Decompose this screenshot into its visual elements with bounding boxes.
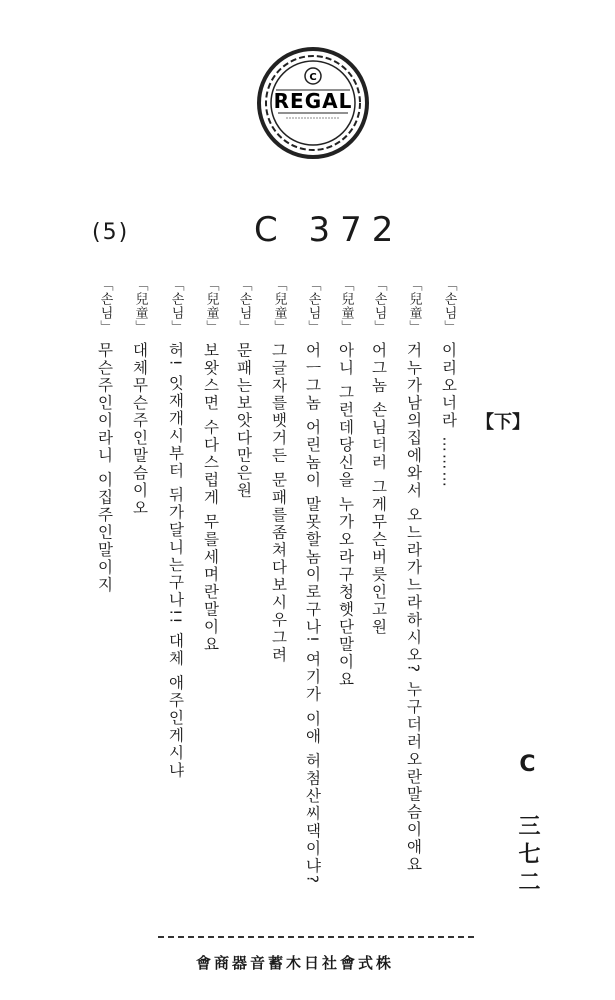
dialogue-text: 무슨주인이라니 이집주인말이지 <box>95 342 114 594</box>
footer-divider <box>158 936 474 938</box>
dialogue-line <box>96 278 112 594</box>
dialogue-text: 문패는보앗다만은원 <box>234 342 253 500</box>
company-name: 會商器音蓄木日社會式株 <box>196 954 395 972</box>
dialogue-line <box>337 278 353 688</box>
dialogue-line <box>370 278 386 636</box>
dialogue-line <box>131 278 147 517</box>
speaker-label: 「兒童」 <box>271 278 287 334</box>
dialogue-line <box>304 278 320 885</box>
speaker-label: 「兒童」 <box>132 278 148 334</box>
dialogue-text: 허! 잇재개시부터 뒤가달니는구나!! 대체 애주인게시냐 <box>166 342 185 780</box>
catalog-number: C 372 <box>254 210 404 250</box>
dialogue-text: 대체무슨주인말슴이오 <box>130 342 149 517</box>
dialogue-text: 어ㅡ그놈 어린놈이 말못할놈이로구나! 여기가 이애 허첨산씨댁이냐? <box>303 342 322 886</box>
logo-monogram: C <box>309 72 317 83</box>
dialogue-line <box>167 278 183 779</box>
side-catalog-label: C 三七二 <box>515 752 540 898</box>
dialogue-line <box>202 278 218 653</box>
speaker-label: 「손님」 <box>371 278 387 334</box>
speaker-label: 「손님」 <box>97 278 113 334</box>
regal-logo <box>256 46 370 160</box>
speaker-label: 「兒童」 <box>406 278 422 334</box>
dialogue-text: 그글자를뱃거든 문패를좀쳐다보시우그려 <box>269 342 288 664</box>
side-marker: 【下】 <box>476 412 530 433</box>
dialogue-line <box>270 278 286 664</box>
dialogue-text: 아니 그런데당신을 누가오라구청햇단말이요 <box>336 342 355 689</box>
speaker-label: 「손님」 <box>441 278 457 334</box>
dialogue-line <box>405 278 421 874</box>
dialogue-text: 어그놈 손님더러 그게무슨버릇인고원 <box>369 342 388 636</box>
dialogue-text: 이리오너라 ……… <box>439 342 458 489</box>
speaker-label: 「손님」 <box>236 278 252 334</box>
page-number: (5) <box>92 220 130 245</box>
dialogue-line <box>235 278 251 500</box>
speaker-label: 「兒童」 <box>203 278 219 334</box>
speaker-label: 「손님」 <box>168 278 184 334</box>
dialogue-line <box>440 278 456 489</box>
speaker-label: 「손님」 <box>305 278 321 334</box>
speaker-label: 「兒童」 <box>338 278 354 334</box>
logo-brand: REGAL <box>273 89 353 113</box>
dialogue-text: 보왓스면 수다스럽게 무를세며란말이요 <box>201 342 220 654</box>
dialogue-text: 거누가남의집에와서 오느라가느라하시오? 누구더러오란말슴이애요 <box>404 342 423 874</box>
